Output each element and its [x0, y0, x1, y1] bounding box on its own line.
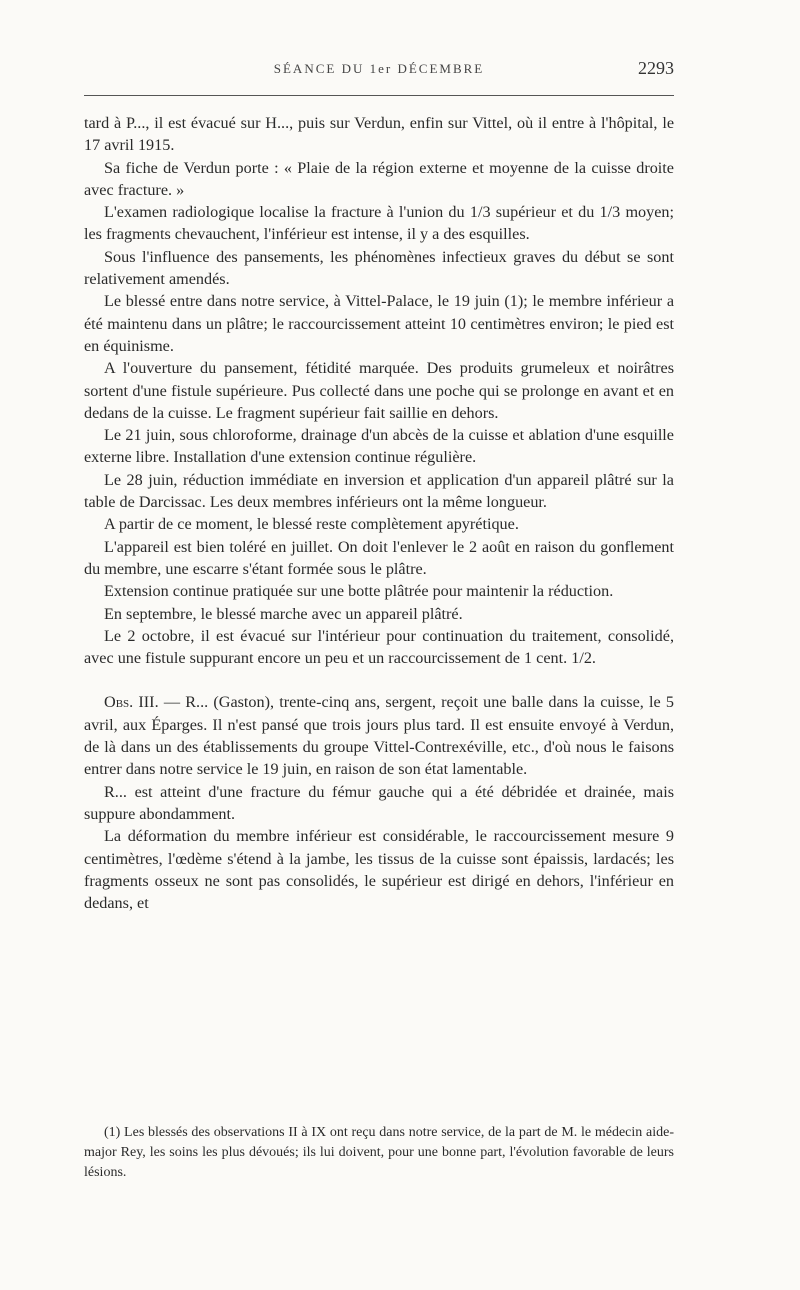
- paragraph: Sous l'influence des pansements, les phénomènes infectieux graves du début se sont relativement amendés.: [84, 247, 674, 289]
- paragraph: Sa fiche de Verdun porte : « Plaie de la région externe et moyenne de la cuisse droite avec fracture. »: [84, 158, 674, 199]
- paragraph: R... est atteint d'une fracture du fémur gauche qui a été débridée et drainée, mais suppure abondamment.: [84, 782, 674, 823]
- body-text: [84, 112, 674, 914]
- observation-intro: — R... (Gaston), trente-cinq ans, sergent, reçoit une balle dans la cuisse, le 5 avril, aux Éparges. Il n'est pansé que trois jours plus tard. Il est ensuite envoyé à Verdun, de là dans un des établissements du groupe Vittel-Contrexéville, etc., d'où nous le faisons entrer dans notre service le 19 juin, en raison de son état lamentable.: [84, 693, 674, 779]
- paragraph: A partir de ce moment, le blessé reste complètement apyrétique.: [104, 515, 519, 534]
- paragraph: Le blessé entre dans notre service, à Vittel-Palace, le 19 juin (1); le membre inférieur a été maintenu dans un plâtre; le raccourcissement atteint 10 centimètres environ; le pied est en équinisme.: [84, 292, 674, 355]
- paragraph: Extension continue pratiquée sur une botte plâtrée pour maintenir la réduction.: [104, 582, 614, 601]
- paragraph: La déformation du membre inférieur est considérable, le raccourcissement mesure 9 centimètres, l'œdème s'étend à la jambe, les tissus de la cuisse sont épaissis, lardacés; les fragments osseux ne sont pas consolidés, le supérieur est dirigé en dehors, l'inférieur en dedans, et: [84, 827, 674, 913]
- paragraph: Le 2 octobre, il est évacué sur l'intérieur pour continuation du traitement, consolidé, avec une fistule suppurant encore un peu et un raccourcissement de 1 cent. 1/2.: [84, 626, 674, 668]
- paragraph: Le 28 juin, réduction immédiate en inversion et application d'un appareil plâtré sur la table de Darcissac. Les deux membres inférieurs ont la même longueur.: [84, 470, 674, 512]
- paragraph: Le 21 juin, sous chloroforme, drainage d'un abcès de la cuisse et ablation d'une esquille externe libre. Installation d'une extension continue régulière.: [84, 426, 674, 467]
- paragraph: tard à P..., il est évacué sur H..., puis sur Verdun, enfin sur Vittel, où il entre à l'hôpital, le 17 avril 1915.: [84, 114, 674, 155]
- paragraph: A l'ouverture du pansement, fétidité marquée. Des produits grumeleux et noirâtres sortent d'une fistule supérieure. Pus collecté dans une poche qui se prolonge en avant et en dedans de la cuisse. Le fragment supérieur fait saillie en dehors.: [84, 359, 674, 422]
- running-title: SÉANCE DU 1er DÉCEMBRE: [273, 61, 485, 76]
- header-rule: [84, 95, 674, 96]
- paragraph: L'examen radiologique localise la fracture à l'union du 1/3 supérieur et du 1/3 moyen; les fragments chevauchent, l'inférieur est intense, il y a des esquilles.: [84, 203, 674, 244]
- page-header: [84, 58, 674, 86]
- page-number: 2293: [638, 58, 674, 78]
- paragraph: En septembre, le blessé marche avec un appareil plâtré.: [104, 604, 463, 623]
- observation-heading-paragraph: [84, 691, 674, 780]
- footnote: (1) Les blessés des observations II à IX ont reçu dans notre service, de la part de M. le médecin aide-major Rey, les soins les plus dévoués; ils lui doivent, pour une bonne part, l'évolution favorable de leurs lésions.: [84, 1125, 674, 1180]
- paragraph: L'appareil est bien toléré en juillet. On doit l'enlever le 2 août en raison du gonflement du membre, une escarre s'étant formée sous le plâtre.: [84, 537, 674, 578]
- observation-label: Obs. III.: [104, 693, 159, 712]
